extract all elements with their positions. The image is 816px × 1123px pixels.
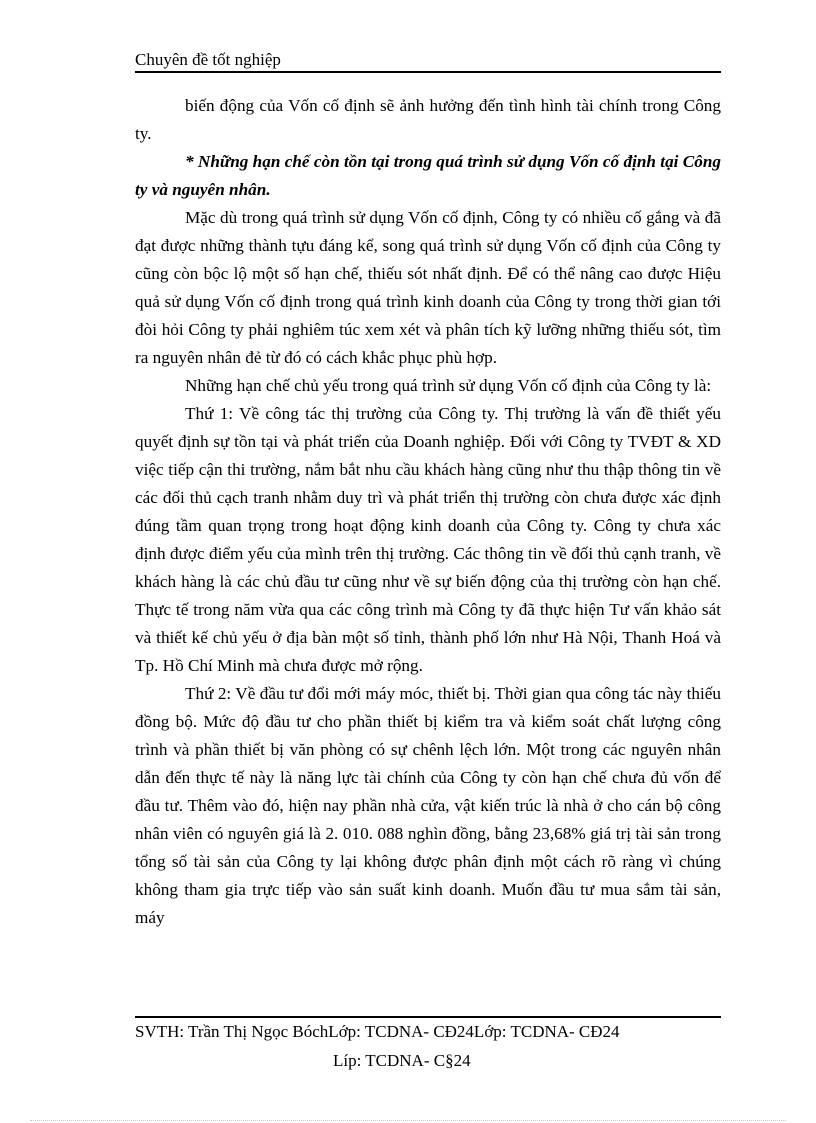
paragraph-point-1: Thứ 1: Về công tác thị trường của Công ty. Thị trường là vấn đề thiết yếu quyết định sự tồn tại và phát triển của Doanh nghiệp. Đối với Công ty TVĐT & XD việc tiếp cận thi trường, nắm bắt nhu cầu khách hàng cũng như thu thập thông tin về các đối thủ cạch tranh nhằm duy trì và phát triển thị trường còn chưa được xác định đúng tầm quan trọng trong hoạt động kinh doanh của Công ty. Công ty chưa xác định được điểm yếu của mình trên thị trường. Các thông tin về đối thủ cạnh tranh, về khách hàng là các chủ đầu tư cũng như về sự biến động của thị trường còn hạn chế. Thực tế trong năm vừa qua các công trình mà Công ty đã thực hiện Tư vấn khảo sát và thiết kế chủ yếu ở địa bàn một số tỉnh, thành phố lớn như Hà Nội, Thanh Hoá và Tp. Hồ Chí Minh mà chưa được mở rộng. [135,404,721,675]
section-heading: * Những hạn chế còn tồn tại trong quá trình sử dụng Vốn cố định tại Công ty và nguyên nhân. [135,152,721,199]
footer-class-info: Líp: TCDNA- C§24 [333,1051,471,1070]
page-bottom-divider [30,1120,786,1121]
footer-rule [135,1016,721,1018]
footer-student-info: SVTH: Trần Thị Ngọc BóchLớp: TCDNA- CĐ24Lớp: TCDNA- CĐ24 [135,1022,620,1041]
paragraph-intro: biến động của Vốn cố định sẽ ảnh hưởng đến tình hình tài chính trong Công ty. [135,96,721,143]
paragraph-limitations-intro: Những hạn chế chủ yếu trong quá trình sử dụng Vốn cố định của Công ty là: [185,376,712,395]
paragraph-point-2: Thứ 2: Về đầu tư đổi mới máy móc, thiết bị. Thời gian qua công tác này thiếu đồng bộ. Mức độ đầu tư cho phần thiết bị kiểm tra và kiểm soát chất lượng công trình và phần thiết bị văn phòng có sự chênh lệch lớn. Một trong các nguyên nhân dẫn đến thực tế này là năng lực tài chính của Công ty còn hạn chế chưa đủ vốn để đầu tư. Thêm vào đó, hiện nay phần nhà cửa, vật kiến trúc là nhà ở cho cán bộ công nhân viên có nguyên giá là 2. 010. 088 nghìn đồng, bằng 23,68% giá trị tài sản trong tổng số tài sản của Công ty lại không được phân định một cách rõ ràng vì chúng không tham gia trực tiếp vào sản suất kinh doanh. Muốn đầu tư mua sắm tài sản, máy [135,684,721,927]
paragraph-overview: Mặc dù trong quá trình sử dụng Vốn cố định, Công ty có nhiều cố gắng và đã đạt được những thành tựu đáng kể, song quá trình sử dụng Vốn cố định của Công ty cũng còn bộc lộ một số hạn chế, thiếu sót nhất định. Để có thể nâng cao được Hiệu quả sử dụng Vốn cố định trong quá trình kinh doanh của Công ty trong thời gian tới đòi hỏi Công ty phải nghiêm túc xem xét và phân tích kỹ lưỡng những thiếu sót, tìm ra nguyên nhân đẻ từ đó có cách khắc phục phù hợp. [135,208,721,367]
document-body [135,92,721,932]
page-header-title: Chuyên đề tốt nghiệp [135,50,281,69]
header-rule [135,71,721,73]
